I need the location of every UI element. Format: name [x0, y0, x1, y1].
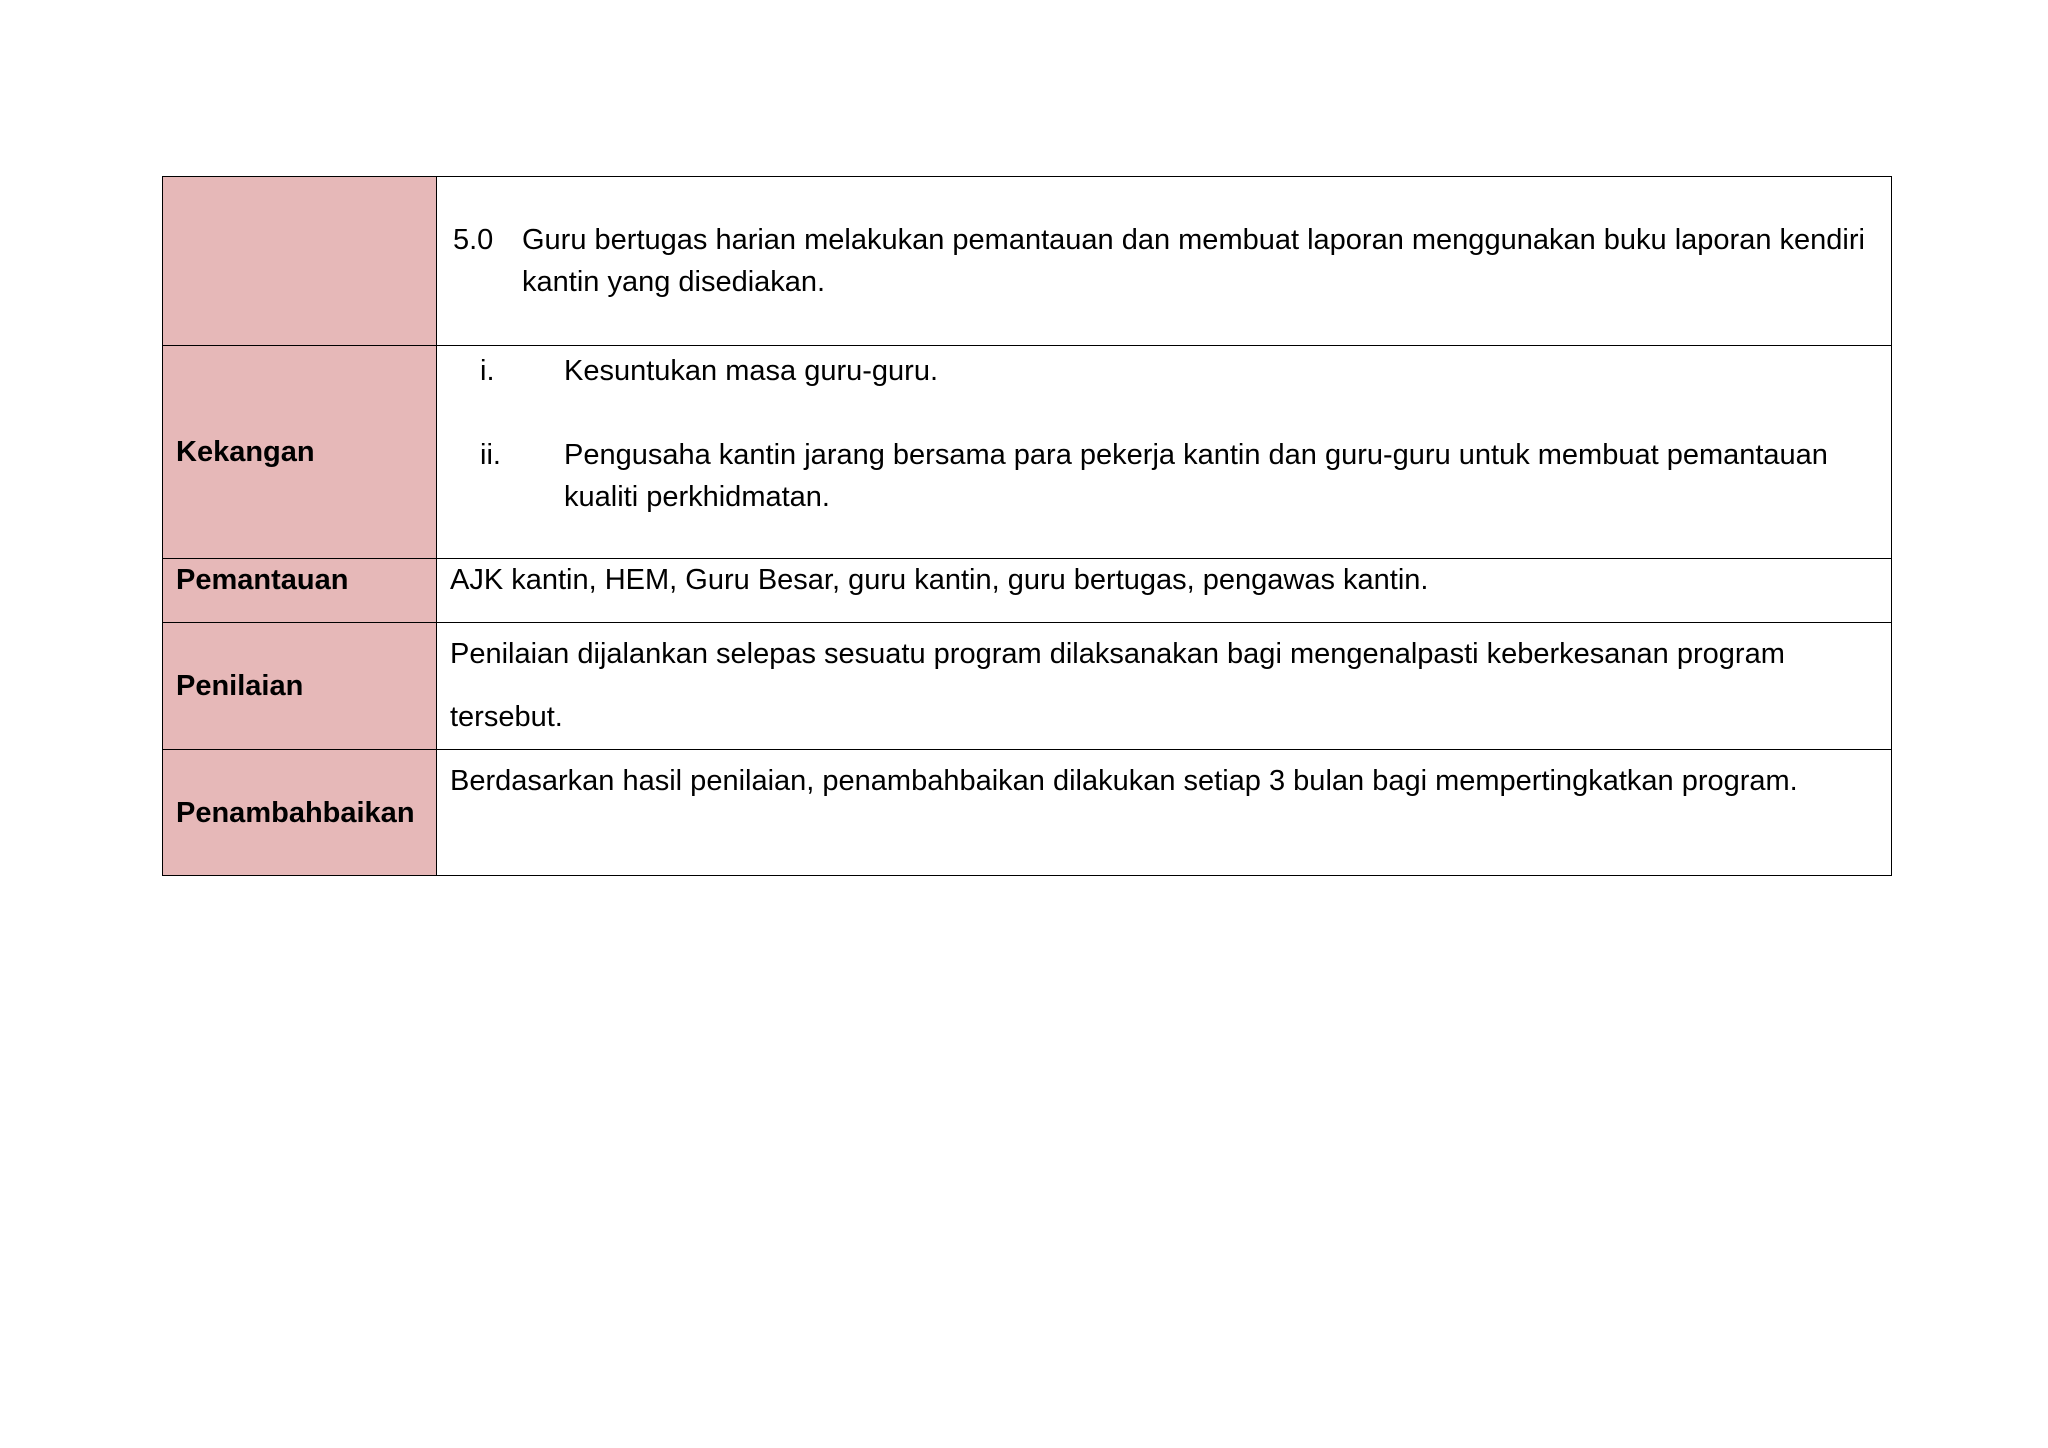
item-text: Guru bertugas harian melakukan pemantauan dan membuat laporan menggunakan buku laporan kendiri kantin yang disediakan.: [522, 224, 1865, 298]
list-item-text: Kesuntukan masa guru-guru.: [564, 355, 938, 387]
row-label: Pemantauan: [163, 559, 437, 623]
numbered-item: [450, 219, 1877, 303]
row-content: [437, 177, 1892, 346]
table-row: [163, 177, 1892, 346]
list-item: [450, 350, 1877, 392]
table-row: [163, 750, 1892, 876]
program-table: [162, 176, 1892, 876]
item-number: 5.0: [453, 224, 494, 256]
row-content: Berdasarkan hasil penilaian, penambahbaikan dilakukan setiap 3 bulan bagi mempertingkatkan program.: [437, 750, 1892, 876]
list-item: [450, 434, 1877, 518]
table-row: [163, 346, 1892, 559]
row-label: Penambahbaikan: [163, 750, 437, 876]
row-label: [163, 177, 437, 346]
table-row: [163, 559, 1892, 623]
constraints-list: [450, 350, 1877, 518]
row-content: AJK kantin, HEM, Guru Besar, guru kantin, guru bertugas, pengawas kantin.: [437, 559, 1892, 623]
row-content: [437, 346, 1892, 559]
list-item-text: Pengusaha kantin jarang bersama para pekerja kantin dan guru-guru untuk membuat pemantauan kualiti perkhidmatan.: [564, 439, 1828, 513]
row-content: Penilaian dijalankan selepas sesuatu program dilaksanakan bagi mengenalpasti keberkesanan program tersebut.: [437, 623, 1892, 750]
list-marker: ii.: [480, 439, 501, 471]
table-row: [163, 623, 1892, 750]
row-label: Penilaian: [163, 623, 437, 750]
row-label: Kekangan: [163, 346, 437, 559]
list-marker: i.: [480, 355, 495, 387]
